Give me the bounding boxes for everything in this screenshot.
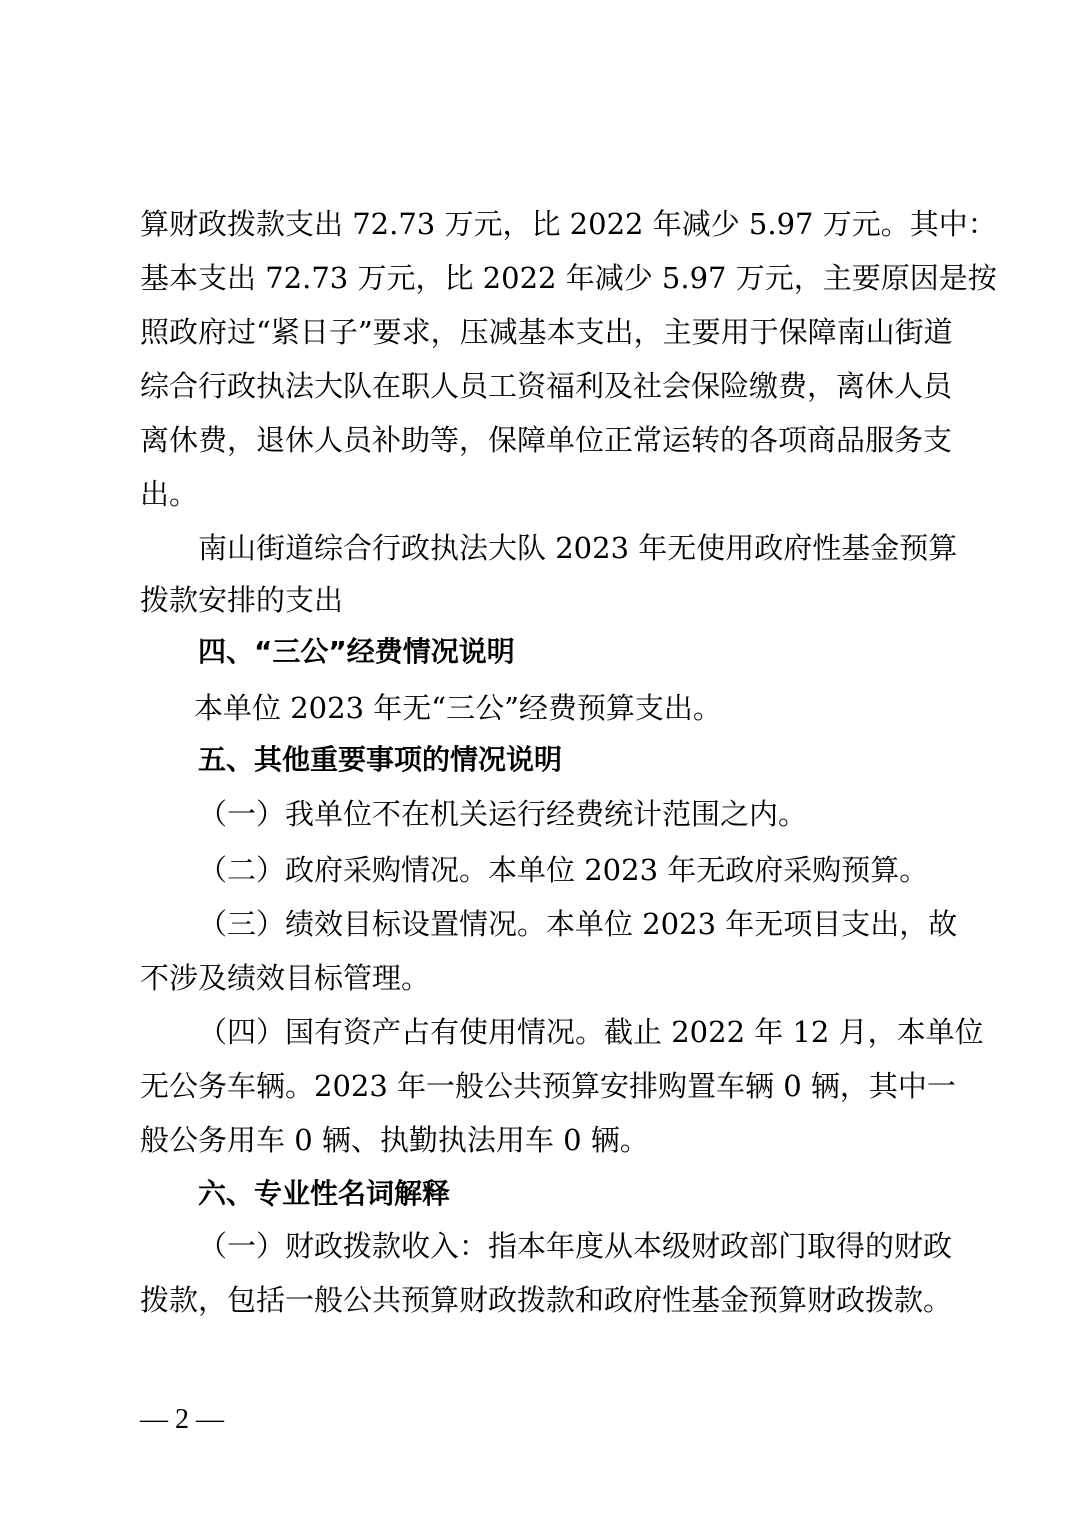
body-text-line: 算财政拨款支出 72.73 万元，比 2022 年减少 5.97 万元。其中： <box>140 207 997 241</box>
body-text-line: 本单位 2023 年无“三公”经费预算支出。 <box>194 691 722 725</box>
page-number: — 2 — <box>140 1404 224 1435</box>
section-heading-4: 四、“三公”经费情况说明 <box>198 635 515 668</box>
section-heading-6: 六、专业性名词解释 <box>198 1177 451 1210</box>
body-text-line: 基本支出 72.73 万元，比 2022 年减少 5.97 万元，主要原因是按 <box>140 261 997 295</box>
body-text-line: 般公务用车 0 辆、执勤执法用车 0 辆。 <box>140 1123 649 1157</box>
body-text-line: （一）财政拨款收入：指本年度从本级财政部门取得的财政 <box>198 1229 953 1263</box>
body-text-line: 照政府过“紧日子”要求，压减基本支出，主要用于保障南山街道 <box>140 315 953 349</box>
body-text-line: 拨款，包括一般公共预算财政拨款和政府性基金预算财政拨款。 <box>140 1283 953 1317</box>
body-text-line: （三）绩效目标设置情况。本单位 2023 年无项目支出，故 <box>198 907 958 941</box>
body-text-line: 南山街道综合行政执法大队 2023 年无使用政府性基金预算 <box>198 531 958 565</box>
body-text-line: 拨款安排的支出 <box>140 583 344 617</box>
section-heading-5: 五、其他重要事项的情况说明 <box>198 743 563 776</box>
body-text-line: 离休费，退休人员补助等，保障单位正常运转的各项商品服务支 <box>140 423 953 457</box>
body-text-line: （二）政府采购情况。本单位 2023 年无政府采购预算。 <box>198 853 929 887</box>
body-text-line: 不涉及绩效目标管理。 <box>140 961 431 995</box>
body-text-line: （一）我单位不在机关运行经费统计范围之内。 <box>198 797 808 831</box>
body-text-line: 无公务车辆。2023 年一般公共预算安排购置车辆 0 辆，其中一 <box>140 1069 956 1103</box>
body-text-line: 综合行政执法大队在职人员工资福利及社会保险缴费，离休人员 <box>140 369 953 403</box>
body-text-line: （四）国有资产占有使用情况。截止 2022 年 12 月，本单位 <box>198 1015 984 1049</box>
body-text-line: 出。 <box>140 477 199 511</box>
